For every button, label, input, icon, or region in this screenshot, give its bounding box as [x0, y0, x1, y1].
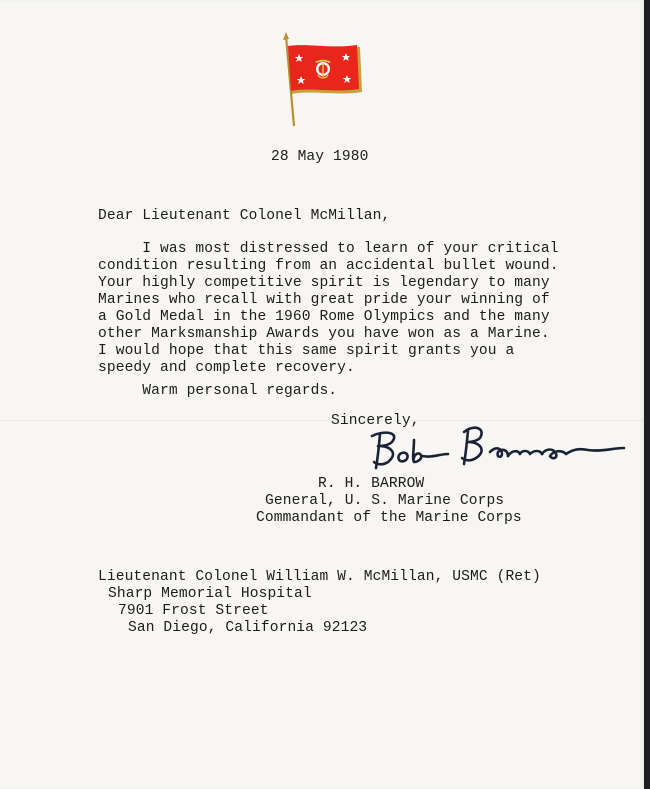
body-line: speedy and complete recovery. [98, 360, 355, 376]
paper-fold-line [0, 420, 644, 421]
body-line: I was most distressed to learn of your critical [98, 241, 559, 257]
body-line: I would hope that this same spirit grants you a [98, 343, 515, 359]
letter-date: 28 May 1980 [271, 149, 369, 165]
letter-closing: Sincerely, [331, 413, 420, 429]
letter-salutation: Dear Lieutenant Colonel McMillan, [98, 208, 391, 224]
recipient-address-line: San Diego, California 92123 [128, 620, 368, 636]
recipient-address-line: Sharp Memorial Hospital [108, 586, 312, 602]
body-line: Your highly competitive spirit is legendary to many [98, 275, 550, 291]
signatory-title: General, U. S. Marine Corps [265, 493, 505, 509]
flag-finial-icon [283, 32, 289, 40]
signatory-name: R. H. BARROW [318, 476, 425, 492]
body-line: other Marksmanship Awards you have won as a Marine. [98, 326, 550, 342]
recipient-name: Lieutenant Colonel William W. McMillan, USMC (Ret) [98, 569, 541, 585]
signatory-title: Commandant of the Marine Corps [256, 510, 522, 526]
handwritten-signature [362, 418, 630, 480]
recipient-address-line: 7901 Frost Street [118, 603, 269, 619]
body-line: condition resulting from an accidental bullet wound. [98, 258, 559, 274]
page-edge-shadow [644, 0, 650, 789]
body-line: Marines who recall with great pride your winning of [98, 292, 550, 308]
body-line: a Gold Medal in the 1960 Rome Olympics and the many [98, 309, 550, 325]
body-regards: Warm personal regards. [98, 383, 338, 399]
commandant-flag-icon [277, 32, 363, 128]
